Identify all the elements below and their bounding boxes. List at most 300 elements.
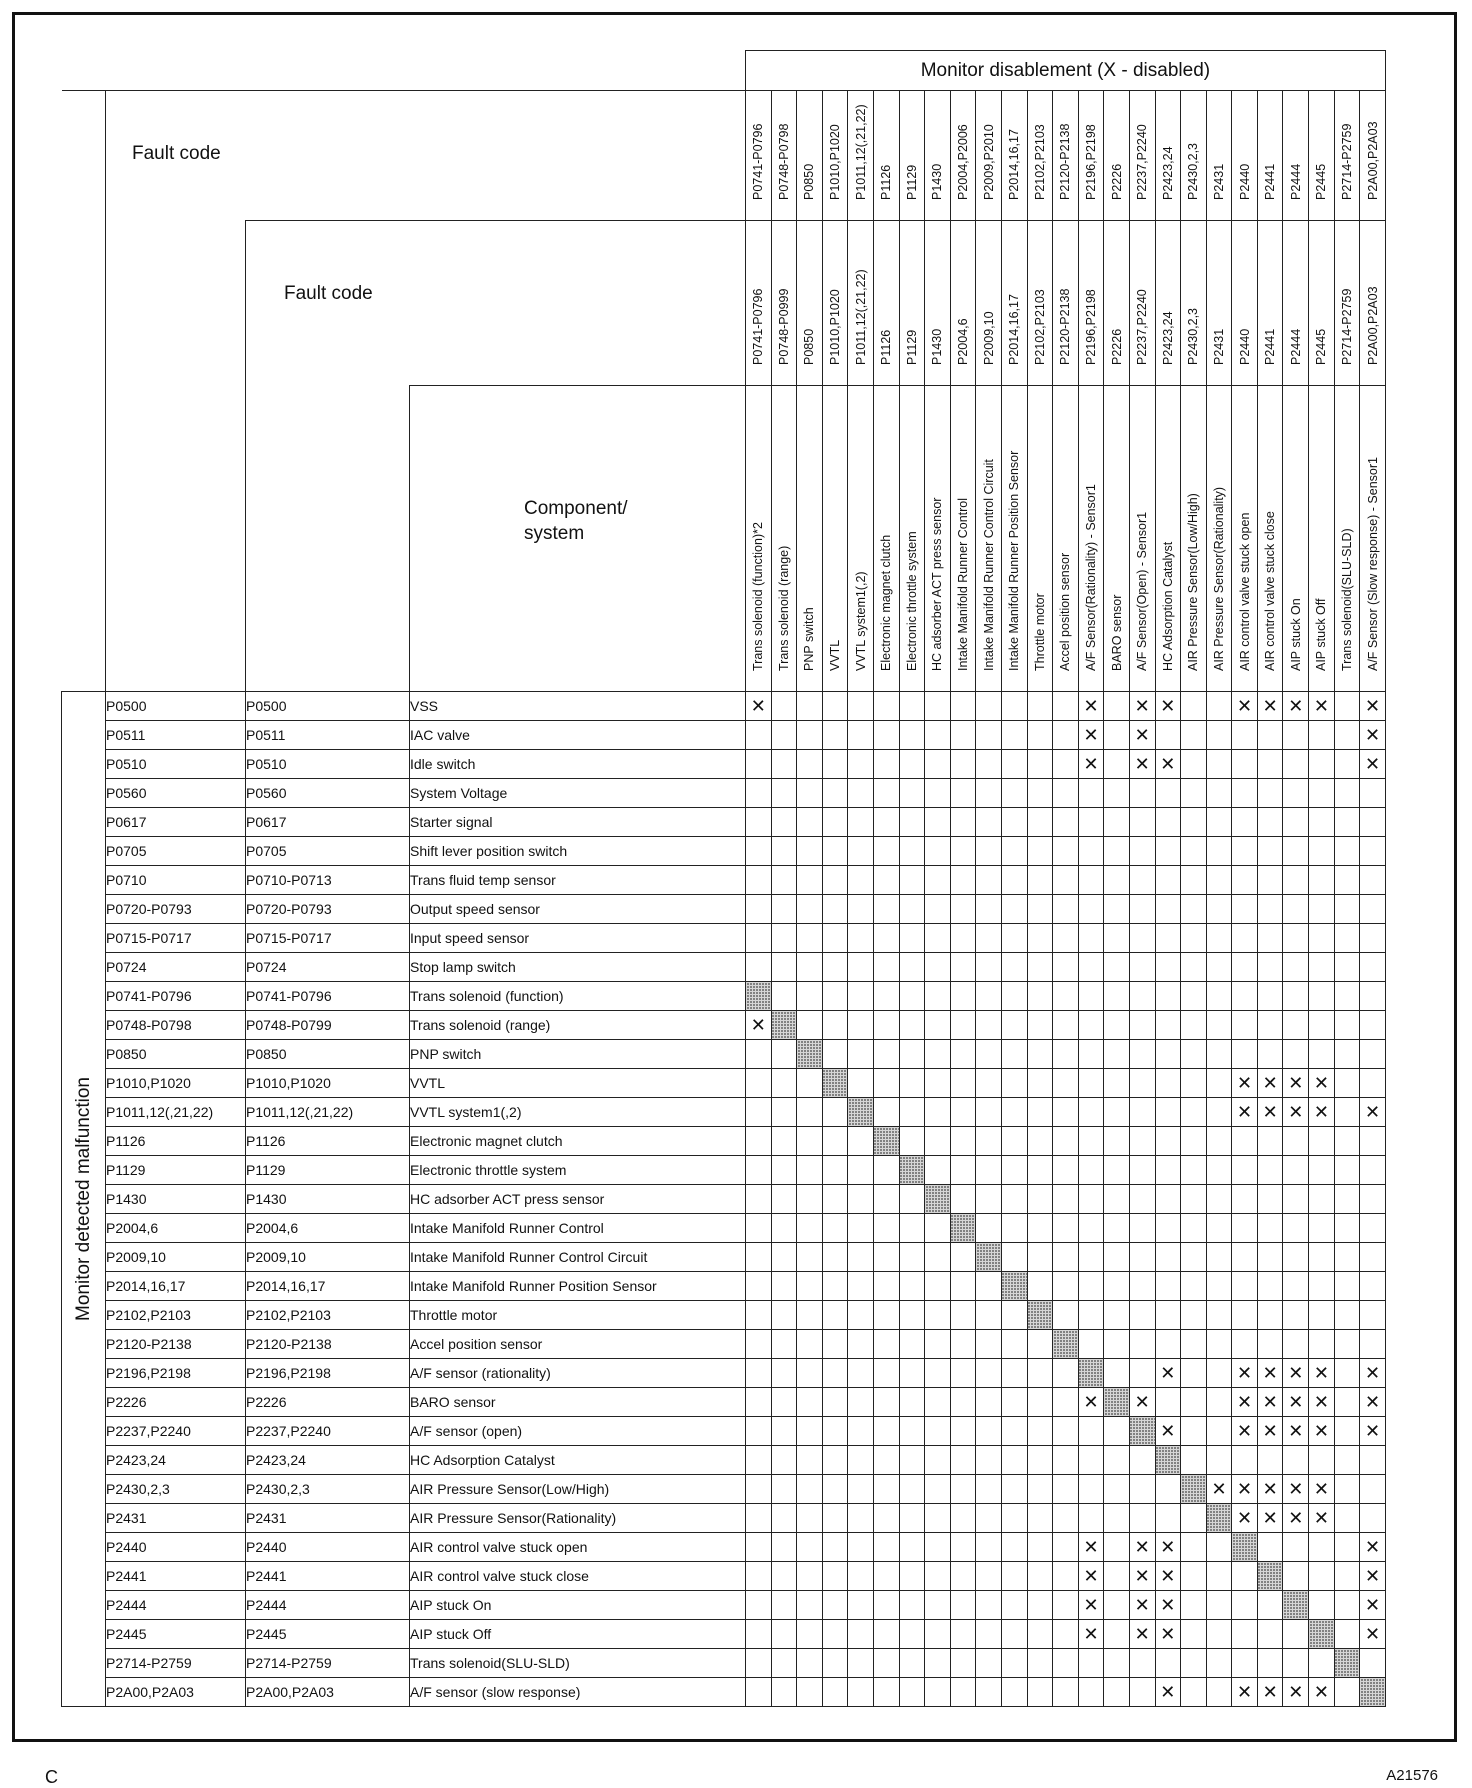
matrix-cell <box>1181 1446 1207 1475</box>
row-component: Trans solenoid(SLU-SLD) <box>410 1649 746 1678</box>
matrix-cell <box>1053 1475 1079 1504</box>
matrix-cell <box>899 1040 925 1069</box>
row-fault-code-outer: P2226 <box>106 1388 246 1417</box>
matrix-cell <box>950 808 976 837</box>
matrix-cell <box>1257 1185 1283 1214</box>
row-component: Trans solenoid (range) <box>410 1011 746 1040</box>
column-component-text: HC adsorber ACT press sensor <box>930 497 945 671</box>
matrix-cell <box>925 750 951 779</box>
matrix-cell <box>1334 982 1360 1011</box>
matrix-cell <box>797 1591 823 1620</box>
matrix-cell <box>1027 1069 1053 1098</box>
matrix-cell <box>1001 1388 1027 1417</box>
matrix-cell <box>1129 1127 1155 1156</box>
matrix-cell <box>873 1678 899 1707</box>
matrix-cell <box>1283 779 1309 808</box>
matrix-cell <box>1053 1417 1079 1446</box>
matrix-cell <box>1283 924 1309 953</box>
matrix-cell <box>797 866 823 895</box>
matrix-cell <box>1053 1678 1079 1707</box>
matrix-cell <box>976 866 1002 895</box>
matrix-cell <box>822 1243 848 1272</box>
matrix-cell <box>925 1620 951 1649</box>
matrix-cell <box>1206 1011 1232 1040</box>
matrix-cell <box>1078 1156 1104 1185</box>
column-code1-header <box>950 91 976 221</box>
column-code1-header <box>873 91 899 221</box>
matrix-cell <box>1155 1330 1181 1359</box>
row-fault-code-inner: P2444 <box>246 1591 410 1620</box>
matrix-cell <box>925 1649 951 1678</box>
matrix-cell <box>1155 808 1181 837</box>
matrix-cell <box>1309 1127 1335 1156</box>
column-code1-text: P0741-P0796 <box>751 123 766 200</box>
matrix-cell <box>899 1301 925 1330</box>
matrix-cell <box>1155 1475 1181 1504</box>
matrix-cell <box>1206 750 1232 779</box>
matrix-cell <box>771 779 797 808</box>
matrix-cell <box>1001 1301 1027 1330</box>
matrix-cell <box>1334 692 1360 721</box>
matrix-cell <box>1129 1214 1155 1243</box>
matrix-cell <box>1001 837 1027 866</box>
matrix-cell <box>1078 1272 1104 1301</box>
disabled-mark: ✕ <box>1129 1388 1155 1417</box>
matrix-cell <box>1078 1185 1104 1214</box>
column-code1-header <box>746 91 772 221</box>
column-code2-header <box>797 221 823 386</box>
disabled-mark: ✕ <box>1360 750 1386 779</box>
matrix-cell <box>1027 1330 1053 1359</box>
matrix-cell <box>899 721 925 750</box>
matrix-cell <box>1181 1330 1207 1359</box>
matrix-cell <box>925 1156 951 1185</box>
matrix-cell <box>1181 866 1207 895</box>
matrix-cell <box>950 1620 976 1649</box>
row-component: AIR Pressure Sensor(Rationality) <box>410 1504 746 1533</box>
matrix-cell <box>822 692 848 721</box>
row-component: A/F sensor (slow response) <box>410 1678 746 1707</box>
matrix-cell <box>1232 1649 1258 1678</box>
matrix-cell <box>797 953 823 982</box>
column-component-text: Electronic throttle system <box>904 531 919 671</box>
column-component-text: PNP switch <box>802 607 817 671</box>
column-component-header <box>1155 386 1181 692</box>
column-code1-header <box>1129 91 1155 221</box>
disabled-mark: ✕ <box>1309 1678 1335 1707</box>
matrix-cell <box>1206 1098 1232 1127</box>
matrix-cell <box>1001 1359 1027 1388</box>
matrix-cell <box>925 1330 951 1359</box>
matrix-cell <box>771 721 797 750</box>
disabled-mark: ✕ <box>1078 750 1104 779</box>
table-row <box>62 1330 1386 1359</box>
matrix-cell <box>1309 837 1335 866</box>
disabled-mark: ✕ <box>1360 692 1386 721</box>
matrix-cell <box>1104 1591 1130 1620</box>
header-indent <box>106 221 246 692</box>
matrix-cell <box>1155 721 1181 750</box>
matrix-cell <box>797 692 823 721</box>
matrix-cell <box>1206 721 1232 750</box>
matrix-cell <box>950 1417 976 1446</box>
matrix-cell <box>1206 1446 1232 1475</box>
matrix-cell <box>1206 1562 1232 1591</box>
self-cell <box>1129 1417 1155 1446</box>
component-label-line1: Component/ <box>524 498 628 519</box>
matrix-cell <box>1283 1330 1309 1359</box>
matrix-cell <box>899 1678 925 1707</box>
matrix-cell <box>1129 1185 1155 1214</box>
row-fault-code-outer: P0715-P0717 <box>106 924 246 953</box>
matrix-cell <box>1181 1069 1207 1098</box>
matrix-cell <box>1001 1620 1027 1649</box>
matrix-cell <box>873 808 899 837</box>
column-code1-text: P2120-P2138 <box>1058 123 1073 200</box>
matrix-cell <box>873 1011 899 1040</box>
disabled-mark: ✕ <box>1155 750 1181 779</box>
matrix-cell <box>822 1301 848 1330</box>
matrix-cell <box>1360 1214 1386 1243</box>
matrix-cell <box>1001 1562 1027 1591</box>
matrix-cell <box>848 1243 874 1272</box>
matrix-cell <box>1232 750 1258 779</box>
matrix-cell <box>1257 1243 1283 1272</box>
matrix-cell <box>1078 953 1104 982</box>
matrix-cell <box>1053 895 1079 924</box>
matrix-cell <box>1001 1475 1027 1504</box>
matrix-cell <box>873 1359 899 1388</box>
matrix-cell <box>1206 1417 1232 1446</box>
column-code2-text: P1430 <box>930 328 945 365</box>
matrix-cell <box>848 1620 874 1649</box>
matrix-cell <box>899 1475 925 1504</box>
matrix-cell <box>1027 750 1053 779</box>
matrix-cell <box>822 1446 848 1475</box>
matrix-cell <box>797 1475 823 1504</box>
row-component: A/F sensor (rationality) <box>410 1359 746 1388</box>
matrix-cell <box>797 1417 823 1446</box>
matrix-cell <box>1053 953 1079 982</box>
matrix-cell <box>746 1301 772 1330</box>
table-row <box>62 1649 1386 1678</box>
matrix-cell <box>950 1533 976 1562</box>
matrix-cell <box>1360 1156 1386 1185</box>
matrix-cell <box>1206 1330 1232 1359</box>
matrix-cell <box>1129 924 1155 953</box>
matrix-cell <box>1360 1475 1386 1504</box>
matrix-cell <box>797 1301 823 1330</box>
row-fault-code-inner: P0617 <box>246 808 410 837</box>
column-component-text: Electronic magnet clutch <box>879 534 894 671</box>
disabled-mark: ✕ <box>1129 692 1155 721</box>
column-code1-header <box>1053 91 1079 221</box>
matrix-cell <box>976 1504 1002 1533</box>
row-fault-code-inner: P0510 <box>246 750 410 779</box>
matrix-cell <box>1232 1185 1258 1214</box>
matrix-cell <box>925 1533 951 1562</box>
matrix-cell <box>1027 1185 1053 1214</box>
matrix-cell <box>1181 1127 1207 1156</box>
matrix-cell <box>976 1417 1002 1446</box>
matrix-cell <box>1334 1156 1360 1185</box>
matrix-cell <box>746 1678 772 1707</box>
matrix-cell <box>848 895 874 924</box>
column-component-text: Throttle motor <box>1032 593 1047 671</box>
column-code2-text: P0850 <box>802 328 817 365</box>
row-fault-code-inner: P0710-P0713 <box>246 866 410 895</box>
matrix-cell <box>1053 1359 1079 1388</box>
matrix-cell <box>1232 866 1258 895</box>
table-row <box>62 1243 1386 1272</box>
matrix-cell <box>1206 837 1232 866</box>
matrix-cell <box>1309 895 1335 924</box>
matrix-cell <box>1360 1040 1386 1069</box>
column-component-text: AIR control valve stuck open <box>1237 512 1252 671</box>
column-component-header <box>1129 386 1155 692</box>
disabled-mark: ✕ <box>1360 1359 1386 1388</box>
matrix-cell <box>1206 1272 1232 1301</box>
matrix-cell <box>771 1359 797 1388</box>
disabled-mark: ✕ <box>1257 1417 1283 1446</box>
matrix-cell <box>1078 779 1104 808</box>
matrix-cell <box>1155 1098 1181 1127</box>
matrix-cell <box>976 750 1002 779</box>
column-code2-text: P2423,24 <box>1160 311 1175 365</box>
header-blank <box>62 51 746 91</box>
matrix-cell <box>1053 1156 1079 1185</box>
matrix-cell <box>1078 808 1104 837</box>
row-fault-code-inner: P2A00,P2A03 <box>246 1678 410 1707</box>
row-fault-code-inner: P0724 <box>246 953 410 982</box>
disabled-mark: ✕ <box>1309 1417 1335 1446</box>
matrix-cell <box>822 953 848 982</box>
row-component: System Voltage <box>410 779 746 808</box>
matrix-cell <box>1309 1591 1335 1620</box>
matrix-cell <box>1001 1011 1027 1040</box>
matrix-cell <box>1257 1272 1283 1301</box>
row-fault-code-outer: P0510 <box>106 750 246 779</box>
matrix-cell <box>848 1359 874 1388</box>
matrix-cell <box>848 1214 874 1243</box>
column-code1-header <box>1309 91 1335 221</box>
row-fault-code-outer: P2444 <box>106 1591 246 1620</box>
matrix-cell <box>1155 1185 1181 1214</box>
column-code1-header <box>822 91 848 221</box>
disabled-mark: ✕ <box>1360 1562 1386 1591</box>
matrix-cell <box>873 1591 899 1620</box>
matrix-cell <box>976 1185 1002 1214</box>
matrix-cell <box>1078 1243 1104 1272</box>
matrix-cell <box>925 866 951 895</box>
row-fault-code-inner: P2423,24 <box>246 1446 410 1475</box>
column-component-text: AIR control valve stuck close <box>1263 511 1278 671</box>
disabled-mark: ✕ <box>1232 692 1258 721</box>
matrix-cell <box>1027 866 1053 895</box>
row-component: Trans fluid temp sensor <box>410 866 746 895</box>
matrix-cell <box>899 808 925 837</box>
matrix-cell <box>1334 1011 1360 1040</box>
matrix-cell <box>1257 1649 1283 1678</box>
matrix-cell <box>1181 1272 1207 1301</box>
matrix-cell <box>976 1011 1002 1040</box>
matrix-cell <box>771 1591 797 1620</box>
disabled-mark: ✕ <box>1283 1359 1309 1388</box>
matrix-cell <box>1334 750 1360 779</box>
column-code2-header <box>1360 221 1386 386</box>
column-code2-text: P2120-P2138 <box>1058 288 1073 365</box>
matrix-cell <box>873 1214 899 1243</box>
matrix-cell <box>771 866 797 895</box>
disabled-mark: ✕ <box>1155 1620 1181 1649</box>
matrix-cell <box>873 1243 899 1272</box>
column-code1-text: P1129 <box>904 164 919 200</box>
column-code2-text: P1126 <box>879 329 894 365</box>
matrix-cell <box>1104 1678 1130 1707</box>
matrix-cell <box>1053 1127 1079 1156</box>
self-cell <box>848 1098 874 1127</box>
matrix-cell <box>771 1446 797 1475</box>
matrix-cell <box>1027 1417 1053 1446</box>
matrix-cell <box>1334 1678 1360 1707</box>
matrix-cell <box>1181 1417 1207 1446</box>
header-row-component <box>62 386 1386 692</box>
matrix-cell <box>1027 1272 1053 1301</box>
matrix-cell <box>1155 895 1181 924</box>
matrix-cell <box>1053 1301 1079 1330</box>
matrix-cell <box>1104 1272 1130 1301</box>
row-component: Idle switch <box>410 750 746 779</box>
matrix-cell <box>1334 1214 1360 1243</box>
row-fault-code-inner: P0511 <box>246 721 410 750</box>
matrix-cell <box>1309 750 1335 779</box>
matrix-cell <box>873 866 899 895</box>
matrix-cell <box>1283 837 1309 866</box>
matrix-cell <box>1001 1127 1027 1156</box>
matrix-cell <box>950 953 976 982</box>
matrix-cell <box>1078 1069 1104 1098</box>
table-row <box>62 1214 1386 1243</box>
fault-code-header-inner <box>246 221 746 386</box>
matrix-cell <box>873 1098 899 1127</box>
matrix-cell <box>1053 750 1079 779</box>
matrix-cell <box>771 1127 797 1156</box>
matrix-cell <box>797 982 823 1011</box>
matrix-cell <box>1104 1098 1130 1127</box>
matrix-cell <box>1360 1301 1386 1330</box>
matrix-cell <box>1309 1562 1335 1591</box>
matrix-cell <box>771 1678 797 1707</box>
matrix-cell <box>899 692 925 721</box>
column-code1-text: P2714-P2759 <box>1339 123 1354 200</box>
matrix-cell <box>746 1185 772 1214</box>
matrix-cell <box>848 1185 874 1214</box>
matrix-cell <box>822 1214 848 1243</box>
matrix-cell <box>822 750 848 779</box>
row-fault-code-outer: P0720-P0793 <box>106 895 246 924</box>
matrix-cell <box>1053 1533 1079 1562</box>
matrix-cell <box>1078 924 1104 953</box>
matrix-cell <box>1334 1069 1360 1098</box>
row-fault-code-inner: P2430,2,3 <box>246 1475 410 1504</box>
matrix-cell <box>746 1388 772 1417</box>
column-component-header <box>873 386 899 692</box>
matrix-cell <box>925 692 951 721</box>
row-component: Electronic magnet clutch <box>410 1127 746 1156</box>
column-code2-header <box>1078 221 1104 386</box>
matrix-cell <box>1078 1011 1104 1040</box>
matrix-cell <box>822 1678 848 1707</box>
matrix-cell <box>950 1475 976 1504</box>
matrix-cell <box>848 1562 874 1591</box>
disabled-mark: ✕ <box>1257 1504 1283 1533</box>
matrix-cell <box>1001 721 1027 750</box>
column-component-header <box>1206 386 1232 692</box>
matrix-cell <box>925 1069 951 1098</box>
matrix-cell <box>1155 1214 1181 1243</box>
column-code1-text: P2423,24 <box>1160 146 1175 200</box>
column-code2-text: P2009,10 <box>981 311 996 365</box>
matrix-cell <box>1155 1272 1181 1301</box>
column-code2-header <box>1129 221 1155 386</box>
matrix-cell <box>1181 692 1207 721</box>
matrix-cell <box>1053 1185 1079 1214</box>
matrix-cell <box>1206 808 1232 837</box>
row-fault-code-outer: P2445 <box>106 1620 246 1649</box>
column-code2-text: P2014,16,17 <box>1007 294 1022 365</box>
matrix-cell <box>1129 1272 1155 1301</box>
column-code2-text: P2431 <box>1211 328 1226 365</box>
matrix-cell <box>1257 982 1283 1011</box>
matrix-cell <box>1155 1069 1181 1098</box>
self-cell <box>1027 1301 1053 1330</box>
matrix-cell <box>1283 1272 1309 1301</box>
column-code1-header <box>1027 91 1053 221</box>
row-fault-code-outer: P1430 <box>106 1185 246 1214</box>
matrix-cell <box>1334 1562 1360 1591</box>
matrix-cell <box>1155 1243 1181 1272</box>
row-fault-code-inner: P1011,12(,21,22) <box>246 1098 410 1127</box>
matrix-cell <box>771 1185 797 1214</box>
matrix-cell <box>976 1330 1002 1359</box>
matrix-cell <box>1360 895 1386 924</box>
matrix-cell <box>797 750 823 779</box>
matrix-cell <box>746 1127 772 1156</box>
disabled-mark: ✕ <box>1155 1562 1181 1591</box>
matrix-cell <box>1155 1040 1181 1069</box>
matrix-cell <box>1104 1011 1130 1040</box>
matrix-cell <box>1309 1649 1335 1678</box>
matrix-cell <box>848 953 874 982</box>
matrix-cell <box>873 1562 899 1591</box>
matrix-cell <box>873 1272 899 1301</box>
column-code1-header <box>1104 91 1130 221</box>
matrix-cell <box>1206 1388 1232 1417</box>
matrix-cell <box>899 1620 925 1649</box>
matrix-cell <box>1053 779 1079 808</box>
disabled-mark: ✕ <box>1232 1417 1258 1446</box>
matrix-cell <box>1104 692 1130 721</box>
row-fault-code-outer: P2714-P2759 <box>106 1649 246 1678</box>
matrix-cell <box>1027 779 1053 808</box>
matrix-cell <box>1104 924 1130 953</box>
matrix-cell <box>1027 953 1053 982</box>
matrix-cell <box>1053 866 1079 895</box>
matrix-cell <box>797 1649 823 1678</box>
column-component-text: AIP stuck Off <box>1314 598 1329 671</box>
matrix-cell <box>1334 1475 1360 1504</box>
matrix-cell <box>1309 1446 1335 1475</box>
